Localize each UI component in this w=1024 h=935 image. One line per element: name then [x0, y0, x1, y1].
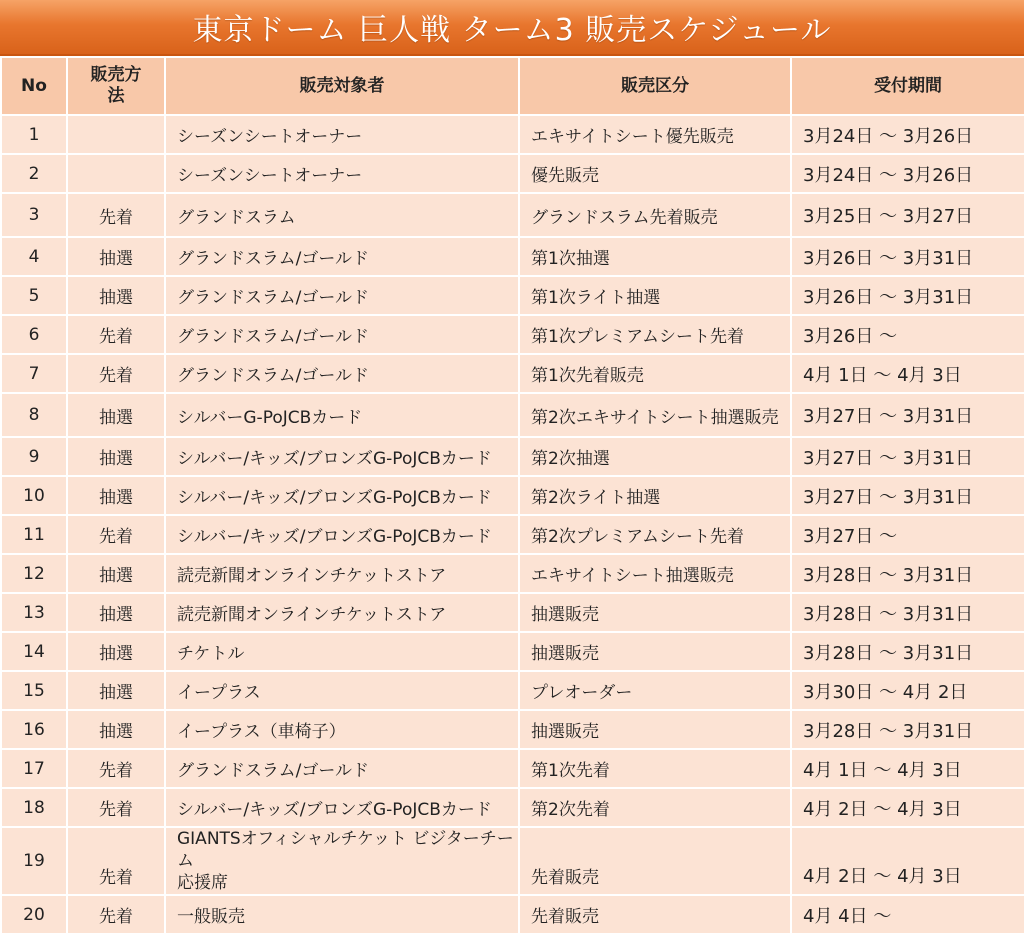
row-method: 抽選 — [68, 238, 164, 275]
row-target: シルバー/キッズ/ブロンズG-PoJCBカード — [166, 516, 518, 553]
row-target: グランドスラム/ゴールド — [166, 355, 518, 392]
row-target: イープラス（車椅子） — [166, 711, 518, 748]
row-method: 先着 — [68, 750, 164, 787]
row-category: 先着販売 — [520, 828, 790, 894]
row-category: 第2次先着 — [520, 789, 790, 826]
row-method: 先着 — [68, 355, 164, 392]
row-no: 4 — [2, 238, 66, 275]
row-no: 20 — [2, 896, 66, 933]
row-no: 5 — [2, 277, 66, 314]
row-method: 抽選 — [68, 672, 164, 709]
table-row — [2, 594, 1024, 631]
table-row — [2, 277, 1024, 314]
row-category: 第2次プレミアムシート先着 — [520, 516, 790, 553]
row-no: 14 — [2, 633, 66, 670]
table-row — [2, 238, 1024, 275]
row-no: 3 — [2, 194, 66, 236]
row-period: 3月27日 ～ 3月31日 — [792, 394, 1024, 436]
row-category: 抽選販売 — [520, 633, 790, 670]
row-category: 第1次ライト抽選 — [520, 277, 790, 314]
row-category: 第1次抽選 — [520, 238, 790, 275]
table-row — [2, 116, 1024, 153]
row-period: 3月27日 ～ — [792, 516, 1024, 553]
row-period: 4月 2日 ～ 4月 3日 — [792, 789, 1024, 826]
row-target: シーズンシートオーナー — [166, 155, 518, 192]
row-category: 先着販売 — [520, 896, 790, 933]
row-target: シルバー/キッズ/ブロンズG-PoJCBカード — [166, 477, 518, 514]
row-category: エキサイトシート優先販売 — [520, 116, 790, 153]
table-row — [2, 394, 1024, 436]
row-no: 18 — [2, 789, 66, 826]
header-target: 販売対象者 — [166, 58, 518, 114]
row-no: 17 — [2, 750, 66, 787]
table-row — [2, 672, 1024, 709]
row-category: エキサイトシート抽選販売 — [520, 555, 790, 592]
row-target-line: 応援席 — [177, 873, 228, 893]
row-target: 一般販売 — [166, 896, 518, 933]
row-no: 6 — [2, 316, 66, 353]
table-row — [2, 155, 1024, 192]
header-method — [68, 58, 164, 114]
row-no: 16 — [2, 711, 66, 748]
row-no: 19 — [2, 828, 66, 894]
row-period: 3月26日 ～ 3月31日 — [792, 277, 1024, 314]
table-row — [2, 789, 1024, 826]
header-row — [2, 58, 1024, 114]
table-row — [2, 750, 1024, 787]
row-method — [68, 155, 164, 192]
title-bar — [0, 0, 1024, 56]
table-row — [2, 355, 1024, 392]
row-category: 第2次エキサイトシート抽選販売 — [520, 394, 790, 436]
row-category: 第2次抽選 — [520, 438, 790, 475]
row-method: 先着 — [68, 194, 164, 236]
row-no: 12 — [2, 555, 66, 592]
row-period: 4月 1日 ～ 4月 3日 — [792, 355, 1024, 392]
row-period: 3月27日 ～ 3月31日 — [792, 438, 1024, 475]
table-row — [2, 316, 1024, 353]
row-method: 抽選 — [68, 633, 164, 670]
row-target: チケトル — [166, 633, 518, 670]
row-no: 13 — [2, 594, 66, 631]
row-target: グランドスラム/ゴールド — [166, 316, 518, 353]
row-target: グランドスラム/ゴールド — [166, 238, 518, 275]
header-period: 受付期間 — [792, 58, 1024, 114]
table-row — [2, 555, 1024, 592]
row-method: 抽選 — [68, 711, 164, 748]
row-category: 抽選販売 — [520, 594, 790, 631]
row-no: 1 — [2, 116, 66, 153]
row-period: 3月24日 ～ 3月26日 — [792, 155, 1024, 192]
row-target: シーズンシートオーナー — [166, 116, 518, 153]
row-no: 11 — [2, 516, 66, 553]
schedule-table — [0, 56, 1024, 935]
row-no: 2 — [2, 155, 66, 192]
row-method: 先着 — [68, 316, 164, 353]
row-period: 4月 2日 ～ 4月 3日 — [792, 828, 1024, 894]
row-method: 抽選 — [68, 477, 164, 514]
row-method: 先着 — [68, 828, 164, 894]
row-method: 先着 — [68, 896, 164, 933]
row-period: 4月 1日 ～ 4月 3日 — [792, 750, 1024, 787]
row-target: グランドスラム/ゴールド — [166, 277, 518, 314]
row-method — [68, 116, 164, 153]
row-target: シルバー/キッズ/ブロンズG-PoJCBカード — [166, 789, 518, 826]
row-method: 抽選 — [68, 555, 164, 592]
row-method: 先着 — [68, 516, 164, 553]
page-title: 東京ドーム 巨人戦 ターム3 販売スケジュール — [192, 13, 832, 48]
row-category: 第1次プレミアムシート先着 — [520, 316, 790, 353]
row-period: 3月30日 ～ 4月 2日 — [792, 672, 1024, 709]
row-category: グランドスラム先着販売 — [520, 194, 790, 236]
row-no: 7 — [2, 355, 66, 392]
row-method: 抽選 — [68, 277, 164, 314]
row-no: 9 — [2, 438, 66, 475]
row-period: 3月28日 ～ 3月31日 — [792, 711, 1024, 748]
table-row — [2, 516, 1024, 553]
row-category: 第1次先着 — [520, 750, 790, 787]
row-method: 抽選 — [68, 438, 164, 475]
row-target: 読売新聞オンラインチケットストア — [166, 555, 518, 592]
row-target — [166, 828, 518, 894]
row-target-line: GIANTSオフィシャルチケット ビジターチーム — [177, 829, 514, 871]
row-target: グランドスラム — [166, 194, 518, 236]
table-row — [2, 477, 1024, 514]
row-method: 抽選 — [68, 394, 164, 436]
header-method-label: 販売方法 — [90, 65, 142, 106]
table-row — [2, 633, 1024, 670]
row-target: 読売新聞オンラインチケットストア — [166, 594, 518, 631]
row-period: 3月28日 ～ 3月31日 — [792, 633, 1024, 670]
table-row — [2, 194, 1024, 236]
row-method: 抽選 — [68, 594, 164, 631]
row-period: 3月26日 ～ 3月31日 — [792, 238, 1024, 275]
row-period: 3月26日 ～ — [792, 316, 1024, 353]
row-category: 抽選販売 — [520, 711, 790, 748]
row-target: イープラス — [166, 672, 518, 709]
row-no: 15 — [2, 672, 66, 709]
table-row — [2, 896, 1024, 933]
row-no: 10 — [2, 477, 66, 514]
row-period: 3月28日 ～ 3月31日 — [792, 594, 1024, 631]
row-period: 3月27日 ～ 3月31日 — [792, 477, 1024, 514]
row-no: 8 — [2, 394, 66, 436]
table-row — [2, 438, 1024, 475]
row-category: 第2次ライト抽選 — [520, 477, 790, 514]
row-category: 優先販売 — [520, 155, 790, 192]
row-method: 先着 — [68, 789, 164, 826]
row-target: シルバー/キッズ/ブロンズG-PoJCBカード — [166, 438, 518, 475]
row-period: 3月25日 ～ 3月27日 — [792, 194, 1024, 236]
row-period: 4月 4日 ～ — [792, 896, 1024, 933]
row-category: 第1次先着販売 — [520, 355, 790, 392]
row-period: 3月28日 ～ 3月31日 — [792, 555, 1024, 592]
row-category: プレオーダー — [520, 672, 790, 709]
row-target: グランドスラム/ゴールド — [166, 750, 518, 787]
row-period: 3月24日 ～ 3月26日 — [792, 116, 1024, 153]
table-row — [2, 711, 1024, 748]
header-no: No — [2, 58, 66, 114]
table-row — [2, 828, 1024, 894]
header-category: 販売区分 — [520, 58, 790, 114]
row-target: シルバーG-PoJCBカード — [166, 394, 518, 436]
